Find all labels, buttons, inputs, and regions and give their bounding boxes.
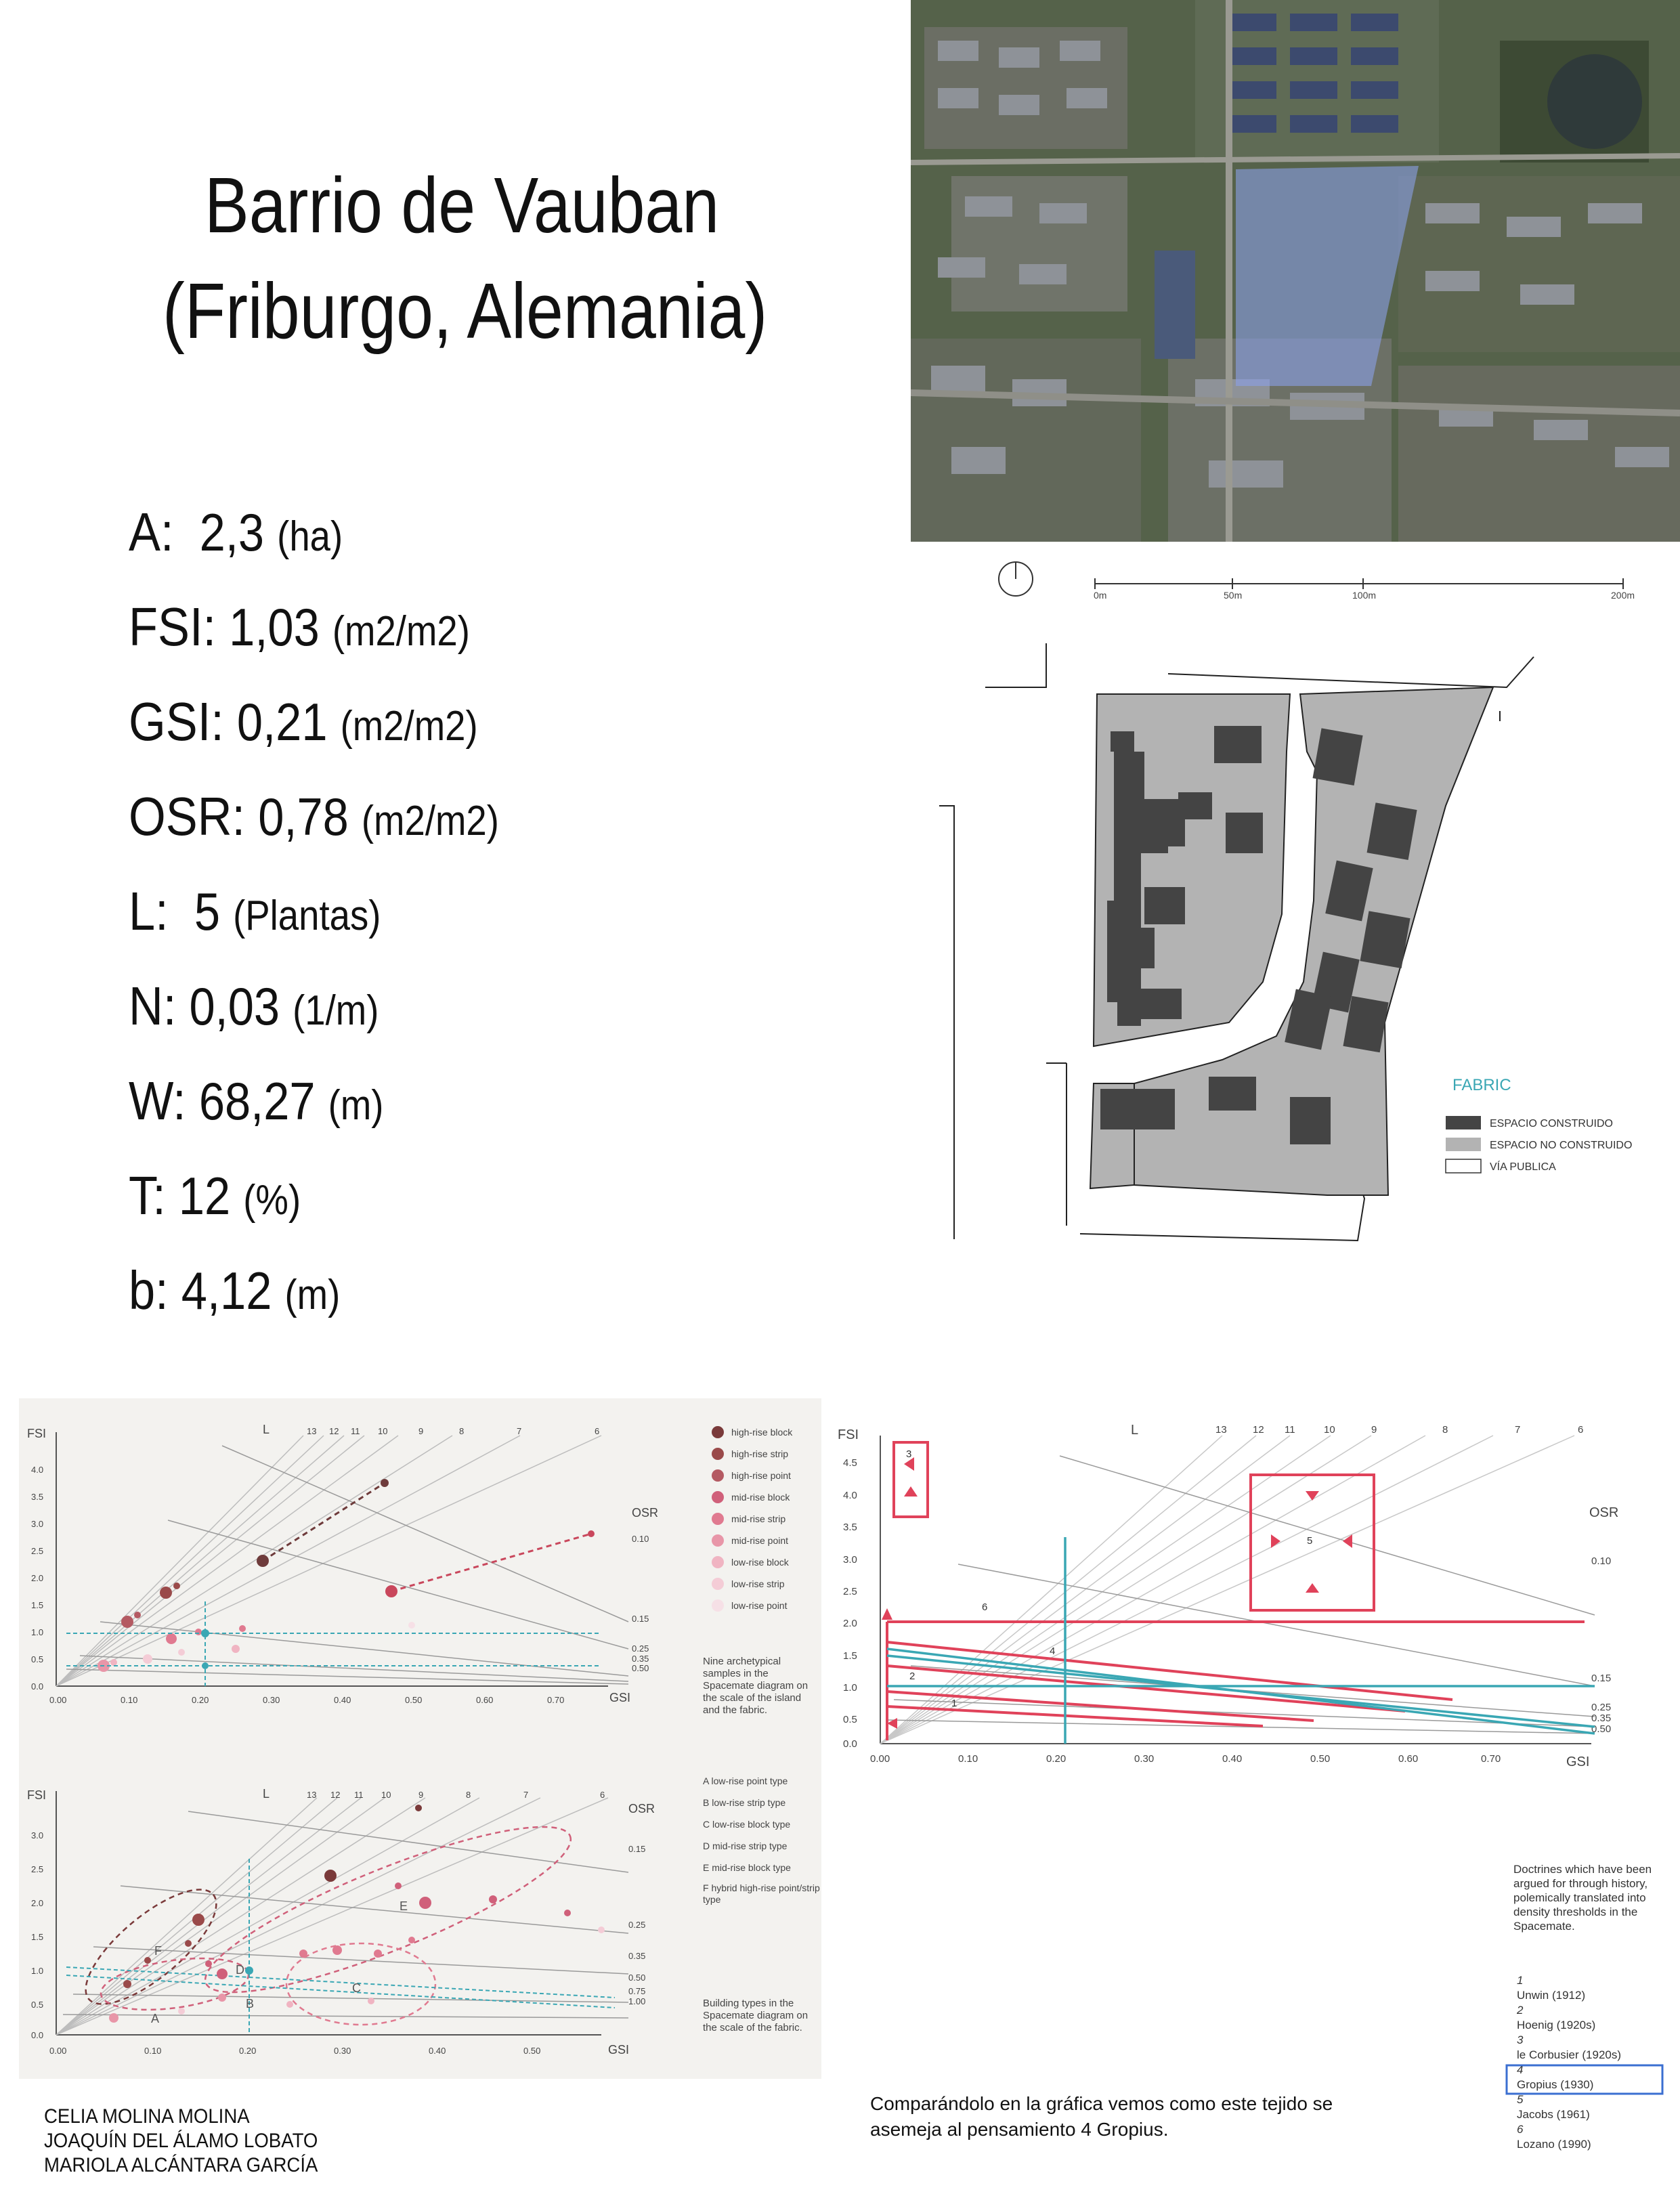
metric-gsi: GSI: 0,21 (m2/m2) bbox=[129, 691, 478, 752]
legend-swatch-street bbox=[1446, 1159, 1481, 1173]
fsi-tick: 2.0 bbox=[31, 1898, 44, 1908]
fsi-tick: 0.5 bbox=[843, 1714, 857, 1725]
fabric-title: FABRIC bbox=[1452, 1076, 1511, 1094]
author-name: MARIOLA ALCÁNTARA GARCÍA bbox=[44, 2154, 318, 2176]
doctrine-name: Jacobs (1961) bbox=[1517, 2108, 1590, 2121]
fsi-tick: 4.5 bbox=[843, 1457, 857, 1469]
l-tick: 13 bbox=[1215, 1424, 1227, 1436]
l-tick: 10 bbox=[381, 1790, 391, 1800]
sample-points bbox=[98, 1479, 595, 1672]
doctrines-intro: Doctrines which have been argued for through history, polemically translated into density thresholds in the Spacemate. bbox=[1513, 1863, 1652, 1933]
fsi-tick: 4.0 bbox=[843, 1490, 857, 1501]
legend-item: high-rise strip bbox=[731, 1448, 789, 1459]
fsi-tick: 3.5 bbox=[31, 1492, 44, 1502]
fabric-plan bbox=[911, 548, 1680, 1246]
l-tick: 7 bbox=[517, 1426, 522, 1436]
type-legend bbox=[703, 1775, 791, 1873]
fsi-tick: 1.5 bbox=[31, 1932, 44, 1942]
l-axis-label: L bbox=[1131, 1423, 1139, 1438]
osr-tick: 0.15 bbox=[1591, 1673, 1612, 1684]
l-tick: 9 bbox=[1371, 1424, 1377, 1436]
gsi-tick: 0.20 bbox=[1046, 1753, 1067, 1765]
type-item: A low-rise point type bbox=[703, 1775, 788, 1786]
page-subtitle: (Friburgo, Alemania) bbox=[163, 267, 768, 355]
l-tick: 9 bbox=[418, 1426, 424, 1436]
osr-axis-label: OSR bbox=[628, 1802, 655, 1815]
legend-item: low-rise strip bbox=[731, 1578, 785, 1589]
fsi-ticks bbox=[31, 1830, 43, 2040]
legend-unbuilt: ESPACIO NO CONSTRUIDO bbox=[1490, 1140, 1633, 1151]
gsi-tick: 0.10 bbox=[121, 1695, 138, 1705]
osr-ticks bbox=[1591, 1555, 1611, 1735]
l-tick: 11 bbox=[354, 1790, 364, 1800]
metric-mesh-width: W: 68,27 (m) bbox=[129, 1071, 384, 1131]
osr-tick: 0.50 bbox=[628, 1973, 646, 1983]
legend-item: mid-rise point bbox=[731, 1535, 789, 1546]
gsi-tick: 0.60 bbox=[1398, 1753, 1419, 1765]
legend-swatch-unbuilt bbox=[1446, 1138, 1481, 1151]
spacemate-bottom bbox=[19, 1750, 821, 2079]
zone-label: 1 bbox=[951, 1698, 957, 1709]
l-axis-label: L bbox=[263, 1787, 270, 1801]
gsi-tick: 0.70 bbox=[547, 1695, 565, 1705]
cluster-label: F bbox=[154, 1944, 162, 1958]
l-tick: 8 bbox=[459, 1426, 465, 1436]
gsi-ticks bbox=[49, 2046, 540, 2056]
fsi-tick: 2.0 bbox=[843, 1618, 857, 1629]
gsi-tick: 0.70 bbox=[1481, 1753, 1501, 1765]
fsi-tick: 2.5 bbox=[843, 1586, 857, 1597]
page-title: Barrio de Vauban bbox=[204, 161, 720, 249]
osr-axis-label: OSR bbox=[1589, 1505, 1619, 1520]
spacemate-doctrines bbox=[830, 1408, 1673, 2174]
vauban-marker bbox=[66, 1859, 615, 2035]
gsi-tick: 0.30 bbox=[334, 2046, 351, 2056]
gsi-tick: 0.40 bbox=[1222, 1753, 1243, 1765]
l-tick: 6 bbox=[1578, 1424, 1584, 1436]
l-ticks bbox=[1215, 1424, 1583, 1436]
zone-label: 3 bbox=[906, 1448, 912, 1460]
fsi-tick: 0.5 bbox=[31, 1654, 44, 1664]
aerial-photo bbox=[911, 0, 1680, 542]
bottom-caption: Building types in the Spacemate diagram on the scale of the fabric. bbox=[703, 1998, 809, 2033]
gsi-tick: 0.20 bbox=[239, 2046, 257, 2056]
scale-label: 100m bbox=[1352, 590, 1377, 601]
fsi-ticks bbox=[31, 1465, 43, 1692]
legend-item: high-rise point bbox=[731, 1470, 791, 1481]
gsi-axis-label: GSI bbox=[1566, 1754, 1590, 1769]
legend-item: low-rise point bbox=[731, 1600, 788, 1611]
legend-item: mid-rise block bbox=[731, 1492, 790, 1503]
author-name: JOAQUÍN DEL ÁLAMO LOBATO bbox=[44, 2130, 318, 2152]
l-tick: 13 bbox=[307, 1426, 317, 1436]
gsi-tick: 0.60 bbox=[476, 1695, 494, 1705]
osr-ticks bbox=[632, 1534, 649, 1673]
legend-item: mid-rise strip bbox=[731, 1513, 786, 1524]
l-lines bbox=[56, 1436, 601, 1686]
legend-street: VÍA PUBLICA bbox=[1490, 1161, 1556, 1173]
authors bbox=[44, 2105, 342, 2178]
l-tick: 8 bbox=[1442, 1424, 1448, 1436]
type-item-f: F hybrid high-rise point/strip type bbox=[703, 1882, 820, 1905]
fsi-axis-label: FSI bbox=[27, 1788, 47, 1802]
metric-fsi: FSI: 1,03 (m2/m2) bbox=[129, 597, 470, 657]
osr-tick: 0.10 bbox=[632, 1534, 649, 1544]
fsi-ticks bbox=[843, 1457, 857, 1750]
fsi-tick: 0.0 bbox=[31, 2030, 44, 2040]
fsi-tick: 4.0 bbox=[31, 1465, 44, 1475]
l-tick: 13 bbox=[307, 1790, 317, 1800]
scale-bar bbox=[1094, 578, 1635, 601]
gsi-tick: 0.00 bbox=[870, 1753, 890, 1765]
doctrine-name: Gropius (1930) bbox=[1517, 2078, 1594, 2091]
fsi-tick: 1.5 bbox=[31, 1600, 44, 1610]
doctrine-name: Hoenig (1920s) bbox=[1517, 2019, 1596, 2031]
doctrine-number: 1 bbox=[1517, 1974, 1524, 1987]
osr-tick: 0.35 bbox=[1591, 1713, 1612, 1724]
fsi-axis-label: FSI bbox=[838, 1427, 859, 1442]
l-tick: 10 bbox=[378, 1426, 388, 1436]
l-tick: 12 bbox=[329, 1426, 339, 1436]
fsi-tick: 3.0 bbox=[31, 1830, 44, 1840]
metric-profile-width: b: 4,12 (m) bbox=[129, 1260, 341, 1320]
gsi-tick: 0.50 bbox=[405, 1695, 423, 1705]
fsi-tick: 1.0 bbox=[843, 1682, 857, 1694]
l-tick: 11 bbox=[1285, 1424, 1295, 1436]
doctrine-number: 5 bbox=[1517, 2093, 1524, 2106]
l-tick: 6 bbox=[600, 1790, 605, 1800]
gsi-tick: 0.40 bbox=[429, 2046, 446, 2056]
osr-tick: 0.35 bbox=[632, 1654, 649, 1664]
gsi-tick: 0.40 bbox=[334, 1695, 351, 1705]
fsi-tick: 2.5 bbox=[31, 1546, 44, 1556]
aerial-long-roof bbox=[1155, 251, 1195, 359]
doctrine-zones bbox=[887, 1442, 1585, 1740]
osr-axis-label: OSR bbox=[632, 1506, 659, 1520]
conclusion-text: Comparándolo en la gráfica vemos como este tejido se asemeja al pensamiento 4 Gropius. bbox=[870, 2093, 1333, 2140]
l-tick: 7 bbox=[523, 1790, 529, 1800]
gsi-ticks bbox=[49, 1695, 564, 1705]
gsi-tick: 0.30 bbox=[1134, 1753, 1155, 1765]
l-tick: 9 bbox=[418, 1790, 424, 1800]
osr-ticks bbox=[628, 1844, 645, 2006]
zone-label: 2 bbox=[909, 1671, 916, 1682]
metric-osr: OSR: 0,78 (m2/m2) bbox=[129, 786, 499, 846]
gsi-axis-label: GSI bbox=[608, 2043, 630, 2057]
fsi-tick: 3.5 bbox=[843, 1522, 857, 1533]
osr-tick: 0.15 bbox=[632, 1614, 649, 1624]
gsi-tick: 0.00 bbox=[49, 1695, 67, 1705]
doctrine-name: Lozano (1990) bbox=[1517, 2138, 1591, 2151]
type-item: B low-rise strip type bbox=[703, 1797, 786, 1808]
doctrine-arrows bbox=[882, 1457, 1352, 1729]
gsi-tick: 0.10 bbox=[958, 1753, 978, 1765]
fsi-tick: 2.0 bbox=[31, 1573, 44, 1583]
gsi-tick: 0.10 bbox=[144, 2046, 162, 2056]
metric-network-density: N: 0,03 (1/m) bbox=[129, 976, 379, 1036]
osr-lines bbox=[66, 1446, 628, 1684]
osr-tick: 0.50 bbox=[1591, 1723, 1612, 1735]
zone-label: 4 bbox=[1050, 1645, 1056, 1657]
osr-tick: 0.75 bbox=[628, 1986, 646, 1996]
gsi-tick: 0.20 bbox=[192, 1695, 209, 1705]
fsi-tick: 0.5 bbox=[31, 2000, 44, 2010]
l-ticks bbox=[307, 1790, 605, 1800]
fsi-axis-label: FSI bbox=[27, 1427, 47, 1440]
l-tick: 11 bbox=[351, 1426, 360, 1436]
zone-label: 6 bbox=[982, 1601, 988, 1613]
osr-tick: 0.15 bbox=[628, 1844, 646, 1854]
l-tick: 12 bbox=[1253, 1424, 1264, 1436]
l-ticks bbox=[307, 1426, 599, 1436]
fsi-tick: 3.0 bbox=[31, 1519, 44, 1529]
cluster-label: B bbox=[246, 1997, 255, 2010]
osr-lines bbox=[63, 1811, 628, 2018]
gsi-tick: 0.50 bbox=[1310, 1753, 1331, 1765]
gsi-tick: 0.50 bbox=[523, 2046, 541, 2056]
l-tick: 7 bbox=[1515, 1424, 1521, 1436]
osr-tick: 0.25 bbox=[1591, 1702, 1612, 1713]
doctrine-number: 3 bbox=[1517, 2033, 1524, 2046]
gsi-axis-label: GSI bbox=[609, 1691, 631, 1704]
vauban-marker bbox=[66, 1601, 601, 1686]
osr-tick: 0.25 bbox=[628, 1920, 646, 1930]
osr-tick: 1.00 bbox=[628, 1996, 646, 2006]
gsi-ticks bbox=[870, 1753, 1501, 1765]
fsi-tick: 0.0 bbox=[843, 1738, 857, 1750]
gsi-tick: 0.00 bbox=[49, 2046, 67, 2056]
type-item: C low-rise block type bbox=[703, 1819, 791, 1830]
cluster-label: C bbox=[352, 1981, 361, 1995]
doctrine-name: le Corbusier (1920s) bbox=[1517, 2048, 1622, 2061]
fsi-tick: 2.5 bbox=[31, 1864, 44, 1874]
l-tick: 6 bbox=[595, 1426, 600, 1436]
legend-swatch-built bbox=[1446, 1116, 1481, 1129]
type-item: E mid-rise block type bbox=[703, 1862, 791, 1873]
legend-item: low-rise block bbox=[731, 1557, 789, 1568]
author-name: CELIA MOLINA MOLINA bbox=[44, 2105, 250, 2128]
sample-legend bbox=[712, 1426, 793, 1612]
zone-label: 5 bbox=[1307, 1535, 1313, 1547]
cluster-label: E bbox=[400, 1899, 408, 1913]
scale-label: 200m bbox=[1611, 590, 1635, 601]
scale-label: 0m bbox=[1094, 590, 1107, 601]
fsi-tick: 1.5 bbox=[843, 1650, 857, 1662]
type-item: D mid-rise strip type bbox=[703, 1840, 788, 1851]
l-axis-label: L bbox=[263, 1423, 270, 1436]
osr-tick: 0.35 bbox=[628, 1951, 646, 1961]
doctrine-number: 2 bbox=[1517, 2004, 1524, 2017]
doctrines-list bbox=[1516, 1974, 1621, 2151]
metric-tare: T: 12 (%) bbox=[129, 1165, 301, 1226]
osr-tick: 0.25 bbox=[632, 1643, 649, 1654]
fsi-tick: 3.0 bbox=[843, 1554, 857, 1566]
osr-tick: 0.10 bbox=[1591, 1555, 1612, 1567]
fsi-tick: 1.0 bbox=[31, 1966, 44, 1976]
l-tick: 12 bbox=[330, 1790, 341, 1800]
fsi-tick: 1.0 bbox=[31, 1627, 44, 1637]
top-caption: Nine archetypical samples in the Spacemate diagram on the scale of the island and the fabric. bbox=[703, 1656, 809, 1716]
doctrine-number: 6 bbox=[1517, 2123, 1524, 2136]
metric-levels: L: 5 (Plantas) bbox=[129, 881, 381, 941]
gsi-tick: 0.30 bbox=[263, 1695, 280, 1705]
cluster-label: D bbox=[236, 1963, 244, 1977]
osr-tick: 0.50 bbox=[632, 1663, 649, 1673]
legend-item: high-rise block bbox=[731, 1427, 793, 1438]
fsi-tick: 0.0 bbox=[31, 1681, 44, 1692]
scale-label: 50m bbox=[1224, 590, 1243, 601]
doctrine-number: 4 bbox=[1517, 2063, 1524, 2076]
l-tick: 8 bbox=[466, 1790, 471, 1800]
l-tick: 10 bbox=[1324, 1424, 1335, 1436]
metric-area: A: 2,3 (ha) bbox=[129, 502, 343, 562]
legend-built: ESPACIO CONSTRUIDO bbox=[1490, 1118, 1613, 1129]
doctrine-name: Unwin (1912) bbox=[1517, 1989, 1586, 2002]
cluster-label: A bbox=[151, 2012, 160, 2025]
